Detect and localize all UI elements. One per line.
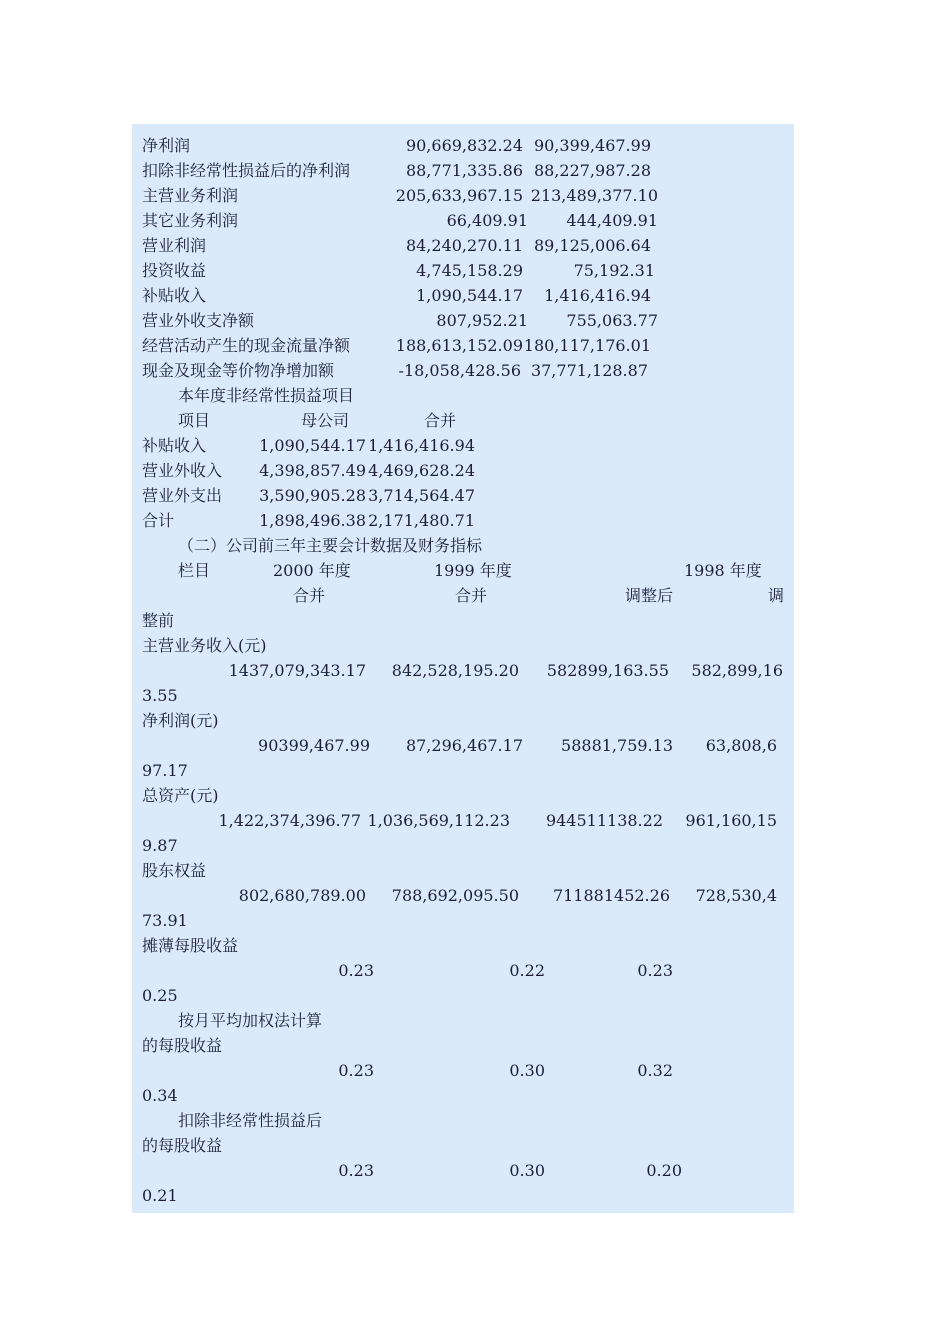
indicator-label: 的每股收益 — [142, 1136, 223, 1155]
indicator-value: 0.23 — [338, 961, 374, 980]
indicator-value: 582,899,16 — [691, 661, 783, 680]
indicator-value: 0.30 — [509, 1161, 545, 1180]
summary-value-current: 1,090,544.17 — [416, 286, 523, 305]
summary-value-previous: 88,227,987.28 — [533, 161, 651, 180]
indicator-value: 582899,163.55 — [546, 661, 669, 680]
indicator-value-wrap: 0.25 — [142, 986, 178, 1005]
indicator-value-wrap: 9.87 — [142, 836, 178, 855]
summary-label: 扣除非经常性损益后的净利润 — [142, 161, 351, 180]
table-header: 1999 年度 — [434, 561, 512, 580]
indicator-value: 0.32 — [637, 1061, 673, 1080]
indicator-value: 0.22 — [509, 961, 545, 980]
summary-label: 净利润 — [142, 136, 191, 155]
summary-value-current: 84,240,270.11 — [405, 236, 523, 255]
indicator-value: 842,528,195.20 — [391, 661, 519, 680]
table-header: 母公司 — [301, 411, 350, 430]
summary-value-previous: 90,399,467.99 — [533, 136, 651, 155]
summary-value-previous: 444,409.91 — [566, 211, 658, 230]
nonrecurring-parent-value: 3,590,905.28 — [259, 486, 366, 505]
indicator-value-wrap: 73.91 — [142, 911, 188, 930]
indicator-value-wrap: 3.55 — [142, 686, 178, 705]
indicator-value: 87,296,467.17 — [405, 736, 523, 755]
indicator-value: 711881452.26 — [552, 886, 670, 905]
summary-label: 补贴收入 — [142, 286, 207, 305]
summary-value-previous: 180,117,176.01 — [523, 336, 651, 355]
section-title: 本年度非经常性损益项目 — [178, 386, 355, 405]
indicator-value: 63,808,6 — [705, 736, 777, 755]
indicator-value: 802,680,789.00 — [238, 886, 366, 905]
summary-value-previous: 75,192.31 — [573, 261, 655, 280]
indicator-value: 0.23 — [338, 1161, 374, 1180]
indicator-value: 90399,467.99 — [258, 736, 370, 755]
summary-label: 投资收益 — [142, 261, 207, 280]
nonrecurring-parent-value: 1,898,496.38 — [259, 511, 366, 530]
indicator-value: 58881,759.13 — [561, 736, 673, 755]
indicator-label: 净利润(元) — [142, 711, 219, 730]
indicator-value-wrap: 0.21 — [142, 1186, 178, 1205]
table-subheader: 调 — [768, 586, 785, 605]
summary-value-previous: 213,489,377.10 — [530, 186, 658, 205]
table-header: 1998 年度 — [684, 561, 762, 580]
summary-label: 营业外收支净额 — [142, 311, 255, 330]
indicator-label: 扣除非经常性损益后 — [178, 1111, 323, 1130]
indicator-value: 0.30 — [509, 1061, 545, 1080]
indicator-value: 961,160,15 — [685, 811, 777, 830]
indicator-value: 1,036,569,112.23 — [367, 811, 510, 830]
summary-value-previous: 89,125,006.64 — [533, 236, 651, 255]
table-subheader: 调整后 — [625, 586, 674, 605]
indicator-value: 0.20 — [646, 1161, 682, 1180]
summary-value-current: 88,771,335.86 — [405, 161, 523, 180]
summary-value-current: -18,058,428.56 — [398, 361, 521, 380]
summary-value-current: 4,745,158.29 — [416, 261, 523, 280]
summary-label: 主营业务利润 — [142, 186, 239, 205]
indicator-value-wrap: 97.17 — [142, 761, 188, 780]
summary-label: 现金及现金等价物净增加额 — [142, 361, 335, 380]
indicator-value: 1,422,374,396.77 — [218, 811, 361, 830]
nonrecurring-parent-value: 1,090,544.17 — [259, 436, 366, 455]
indicator-label: 股东权益 — [142, 861, 207, 880]
nonrecurring-consolidated-value: 3,714,564.47 — [368, 486, 475, 505]
indicator-label: 按月平均加权法计算 — [178, 1011, 323, 1030]
indicator-value: 944511138.22 — [545, 811, 663, 830]
nonrecurring-consolidated-value: 4,469,628.24 — [368, 461, 475, 480]
indicator-value: 728,530,4 — [695, 886, 777, 905]
indicator-value: 0.23 — [637, 961, 673, 980]
table-subheader: 合并 — [455, 586, 488, 605]
summary-value-previous: 1,416,416.94 — [544, 286, 651, 305]
table-header: 项目 — [178, 411, 211, 430]
section-title: （二）公司前三年主要会计数据及财务指标 — [178, 536, 483, 555]
summary-value-current: 807,952.21 — [436, 311, 528, 330]
table-subheader-wrap: 整前 — [142, 611, 175, 630]
indicator-value: 788,692,095.50 — [391, 886, 519, 905]
table-header: 合并 — [424, 411, 457, 430]
indicator-value: 0.23 — [338, 1061, 374, 1080]
indicator-label: 主营业务收入(元) — [142, 636, 267, 655]
summary-value-current: 205,633,967.15 — [395, 186, 523, 205]
summary-label: 营业利润 — [142, 236, 207, 255]
summary-label: 其它业务利润 — [142, 211, 239, 230]
indicator-label: 的每股收益 — [142, 1036, 223, 1055]
summary-value-current: 66,409.91 — [446, 211, 528, 230]
summary-value-previous: 37,771,128.87 — [530, 361, 648, 380]
indicator-label: 总资产(元) — [142, 786, 219, 805]
nonrecurring-consolidated-value: 1,416,416.94 — [368, 436, 475, 455]
nonrecurring-label: 营业外收入 — [142, 461, 223, 480]
nonrecurring-label: 补贴收入 — [142, 436, 207, 455]
indicator-label: 摊薄每股收益 — [142, 936, 239, 955]
nonrecurring-label: 营业外支出 — [142, 486, 223, 505]
nonrecurring-consolidated-value: 2,171,480.71 — [368, 511, 475, 530]
table-subheader: 合并 — [293, 586, 326, 605]
table-header: 栏目 — [178, 561, 211, 580]
summary-value-previous: 755,063.77 — [566, 311, 658, 330]
nonrecurring-label: 合计 — [142, 511, 175, 530]
summary-value-current: 90,669,832.24 — [405, 136, 523, 155]
indicator-value: 1437,079,343.17 — [228, 661, 366, 680]
summary-value-current: 188,613,152.09 — [395, 336, 523, 355]
summary-label: 经营活动产生的现金流量净额 — [142, 336, 351, 355]
nonrecurring-parent-value: 4,398,857.49 — [259, 461, 366, 480]
indicator-value-wrap: 0.34 — [142, 1086, 178, 1105]
table-header: 2000 年度 — [273, 561, 351, 580]
